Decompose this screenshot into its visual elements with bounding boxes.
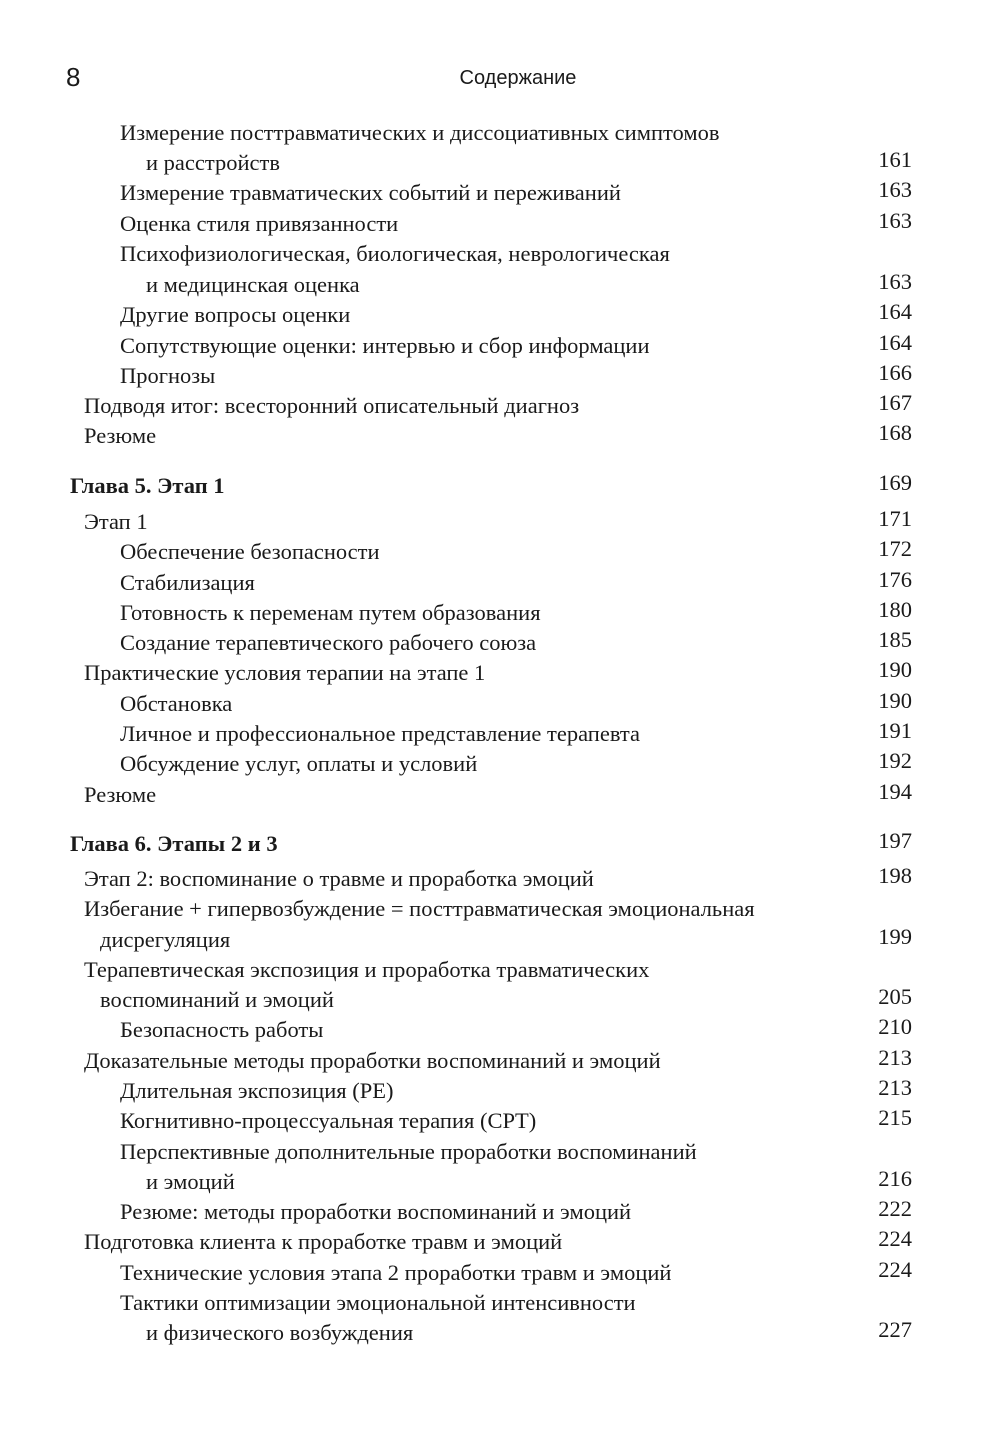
toc-entry xyxy=(120,361,912,391)
toc-entry xyxy=(84,658,912,688)
toc-entry xyxy=(120,537,912,567)
toc-entry-page: 224 xyxy=(878,1226,912,1251)
toc-entry-title: Резюме: методы проработки воспоминаний и эмоций xyxy=(120,1199,632,1224)
toc-entry-page: 205 xyxy=(878,984,912,1009)
toc-entry-page: 171 xyxy=(878,506,912,531)
toc-entry xyxy=(100,925,912,955)
toc-entry xyxy=(146,1167,912,1197)
toc-entry xyxy=(146,270,912,300)
toc-entry-title: Практические условия терапии на этапе 1 xyxy=(84,660,486,685)
toc-entry-page: 191 xyxy=(878,718,912,743)
toc-entry xyxy=(120,568,912,598)
toc-entry-page: 199 xyxy=(878,924,912,949)
toc-entry-page: 213 xyxy=(878,1075,912,1100)
running-head: Содержание xyxy=(459,67,577,89)
toc-entry xyxy=(84,955,912,985)
toc-entry-title: дисрегуляция xyxy=(100,927,231,952)
toc-entry xyxy=(120,1015,912,1045)
toc-entry xyxy=(84,1046,912,1076)
toc-entry-title: Терапевтическая экспозиция и проработка травматических xyxy=(84,957,650,982)
toc-entry-title: и физического возбуждения xyxy=(146,1320,414,1345)
toc-entry xyxy=(120,749,912,779)
toc-entry-page: 163 xyxy=(878,177,912,202)
toc-entry-title: Технические условия этапа 2 проработки травм и эмоций xyxy=(120,1260,672,1285)
page-number: 8 xyxy=(66,62,81,92)
toc-entry-page: 224 xyxy=(878,1257,912,1282)
toc-entry-page: 197 xyxy=(878,828,912,853)
toc-entry xyxy=(120,118,912,148)
toc-entry-title: воспоминаний и эмоций xyxy=(100,987,334,1012)
toc-entry-title: Личное и профессиональное представление терапевта xyxy=(120,721,640,746)
toc-entry xyxy=(84,1227,912,1257)
toc-entry-title: Подводя итог: всесторонний описательный диагноз xyxy=(84,393,580,418)
toc-entry-page: 192 xyxy=(878,748,912,773)
toc-chapter xyxy=(70,471,912,501)
toc-entry xyxy=(84,864,912,894)
toc-entry-page: 166 xyxy=(878,360,912,385)
toc-entry-page: 216 xyxy=(878,1166,912,1191)
toc-entry-title: Измерение посттравматических и диссоциативных симптомов xyxy=(120,120,720,145)
toc-entry-title: Избегание + гипервозбуждение = посттравматическая эмоциональная xyxy=(84,896,755,921)
toc-entry-page: 185 xyxy=(878,627,912,652)
toc-entry-page: 169 xyxy=(878,470,912,495)
toc-entry-title: Обстановка xyxy=(120,691,233,716)
toc-entry-page: 167 xyxy=(878,390,912,415)
toc-chapter-title: Глава 6. Этапы 2 и 3 xyxy=(70,831,278,856)
toc-entry-page: 210 xyxy=(878,1014,912,1039)
toc-entry xyxy=(84,780,912,810)
toc-entry-page: 176 xyxy=(878,567,912,592)
toc-entry xyxy=(120,1137,912,1167)
toc-entry xyxy=(100,985,912,1015)
toc-chapter xyxy=(70,829,912,859)
toc-entry-page: 163 xyxy=(878,208,912,233)
toc-entry xyxy=(146,148,912,178)
toc-entry-page: 198 xyxy=(878,863,912,888)
toc-entry xyxy=(146,1318,912,1348)
toc-entry-page: 190 xyxy=(878,688,912,713)
toc-entry xyxy=(120,628,912,658)
toc-entry xyxy=(120,1106,912,1136)
toc-entry-title: Этап 2: воспоминание о травме и проработка эмоций xyxy=(84,866,594,891)
toc-entry-page: 163 xyxy=(878,269,912,294)
toc-entry xyxy=(120,1076,912,1106)
toc-entry-page: 172 xyxy=(878,536,912,561)
toc-entry-title: Резюме xyxy=(84,782,157,807)
toc-entry xyxy=(120,1288,912,1318)
toc-entry-title: Когнитивно-процессуальная терапия (CPT) xyxy=(120,1108,537,1133)
toc-entry xyxy=(120,689,912,719)
toc-entry-title: Оценка стиля привязанности xyxy=(120,211,399,236)
toc-entry-page: 215 xyxy=(878,1105,912,1130)
toc-entry-title: и эмоций xyxy=(146,1169,235,1194)
toc-entry-page: 161 xyxy=(878,147,912,172)
toc-entry xyxy=(120,1197,912,1227)
toc-entry-title: Обсуждение услуг, оплаты и условий xyxy=(120,751,478,776)
toc-entry xyxy=(120,331,912,361)
toc-entry xyxy=(84,391,912,421)
toc-entry-page: 194 xyxy=(878,779,912,804)
toc-entry xyxy=(120,1258,912,1288)
toc-entry-title: Стабилизация xyxy=(120,570,255,595)
toc-entry xyxy=(120,300,912,330)
toc-entry-title: Длительная экспозиция (PE) xyxy=(120,1078,394,1103)
toc-entry-page: 190 xyxy=(878,657,912,682)
toc-entry-page: 164 xyxy=(878,299,912,324)
toc-entry-title: Перспективные дополнительные проработки воспоминаний xyxy=(120,1139,697,1164)
toc-entry-title: Безопасность работы xyxy=(120,1017,324,1042)
toc-entry xyxy=(120,598,912,628)
toc-entry-title: Измерение травматических событий и переживаний xyxy=(120,180,621,205)
toc-entry-title: Создание терапевтического рабочего союза xyxy=(120,630,537,655)
toc-entry-title: Обеспечение безопасности xyxy=(120,539,380,564)
toc-entry-page: 213 xyxy=(878,1045,912,1070)
toc-entry xyxy=(120,719,912,749)
toc-entry-title: Психофизиологическая, биологическая, неврологическая xyxy=(120,241,670,266)
toc-entry xyxy=(120,239,912,269)
toc-entry-page: 180 xyxy=(878,597,912,622)
toc-chapter-title: Глава 5. Этап 1 xyxy=(70,473,225,498)
toc-entry-title: Подготовка клиента к проработке травм и эмоций xyxy=(84,1229,563,1254)
toc-entry-title: Сопутствующие оценки: интервью и сбор информации xyxy=(120,333,650,358)
toc-entry-page: 222 xyxy=(878,1196,912,1221)
toc-entry-page: 164 xyxy=(878,330,912,355)
toc-entry-title: Прогнозы xyxy=(120,363,216,388)
toc-entry xyxy=(120,209,912,239)
toc-entry xyxy=(84,507,912,537)
toc-entry-title: Другие вопросы оценки xyxy=(120,302,351,327)
toc-entry-page: 227 xyxy=(878,1317,912,1342)
toc-entry xyxy=(120,178,912,208)
toc-entry-title: Доказательные методы проработки воспоминаний и эмоций xyxy=(84,1048,661,1073)
toc-entry-title: и расстройств xyxy=(146,150,280,175)
toc-entry-title: Готовность к переменам путем образования xyxy=(120,600,541,625)
toc-entry-title: Этап 1 xyxy=(84,509,148,534)
toc-entry xyxy=(84,894,912,924)
toc-entry-title: Резюме xyxy=(84,423,157,448)
toc-entry-title: и медицинская оценка xyxy=(146,272,360,297)
toc-entry-title: Тактики оптимизации эмоциональной интенсивности xyxy=(120,1290,636,1315)
toc-entry-page: 168 xyxy=(878,420,912,445)
toc-entry xyxy=(84,421,912,451)
